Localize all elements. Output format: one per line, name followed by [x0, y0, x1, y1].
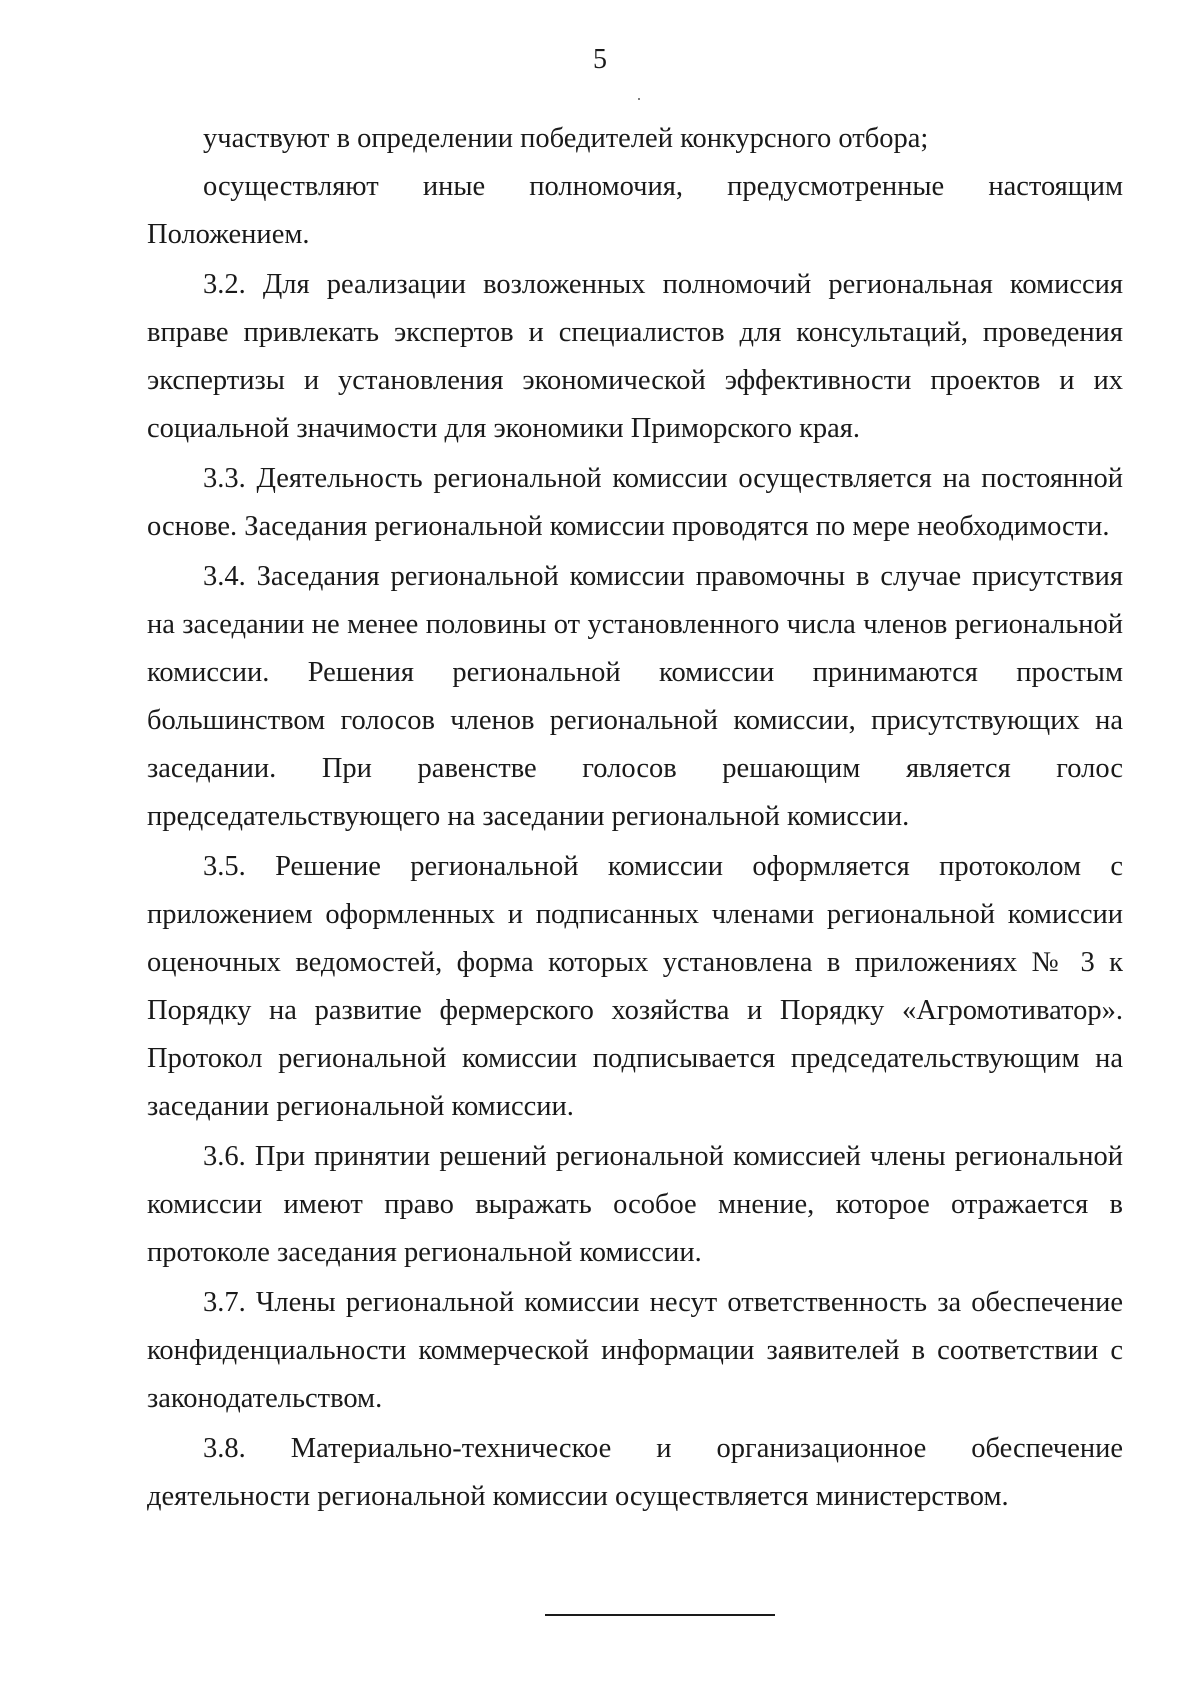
paragraph-3-4: 3.4. Заседания региональной комиссии правомочны в случае присутствия на заседании не менее половины от установленного числа членов региональной комиссии. Решения региональной комиссии принимаются простым большинством голосов членов региональной комиссии, присутствующих на заседании. При равенстве голосов решающим является голос председательствующего на заседании региональной комиссии. [147, 561, 1123, 832]
paragraph-3-8: 3.8. Материально-техническое и организационное обеспечение деятельности региональной комиссии осуществляется министерством. [147, 1433, 1123, 1512]
scan-speck [638, 98, 640, 100]
page-number: 5 [593, 44, 607, 75]
paragraph-determine-winners: участвуют в определении победителей конкурсного отбора; [203, 123, 929, 154]
end-of-document-rule [545, 1614, 775, 1616]
paragraph-3-3: 3.3. Деятельность региональной комиссии осуществляется на постоянной основе. Заседания региональной комиссии проводятся по мере необходимости. [147, 463, 1123, 542]
document-body [147, 115, 1123, 1521]
paragraph-3-2: 3.2. Для реализации возложенных полномочий региональная комиссия вправе привлекать экспертов и специалистов для консультаций, проведения экспертизы и установления экономической эффективности проектов и их социальной значимости для экономики Приморского края. [147, 269, 1123, 444]
paragraph-3-6: 3.6. При принятии решений региональной комиссией члены региональной комиссии имеют право выражать особое мнение, которое отражается в протоколе заседания региональной комиссии. [147, 1141, 1123, 1268]
paragraph-other-powers: осуществляют иные полномочия, предусмотренные настоящим Положением. [147, 171, 1123, 250]
paragraph-3-5: 3.5. Решение региональной комиссии оформляется протоколом с приложением оформленных и подписанных членами региональной комиссии оценочных ведомостей, форма которых установлена в приложениях № 3 к Порядку на развитие фермерского хозяйства и Порядку «Агромотиватор». Протокол региональной комиссии подписывается председательствующим на заседании региональной комиссии. [147, 851, 1123, 1122]
paragraph-3-7: 3.7. Члены региональной комиссии несут ответственность за обеспечение конфиденциальности коммерческой информации заявителей в соответствии с законодательством. [147, 1287, 1123, 1414]
